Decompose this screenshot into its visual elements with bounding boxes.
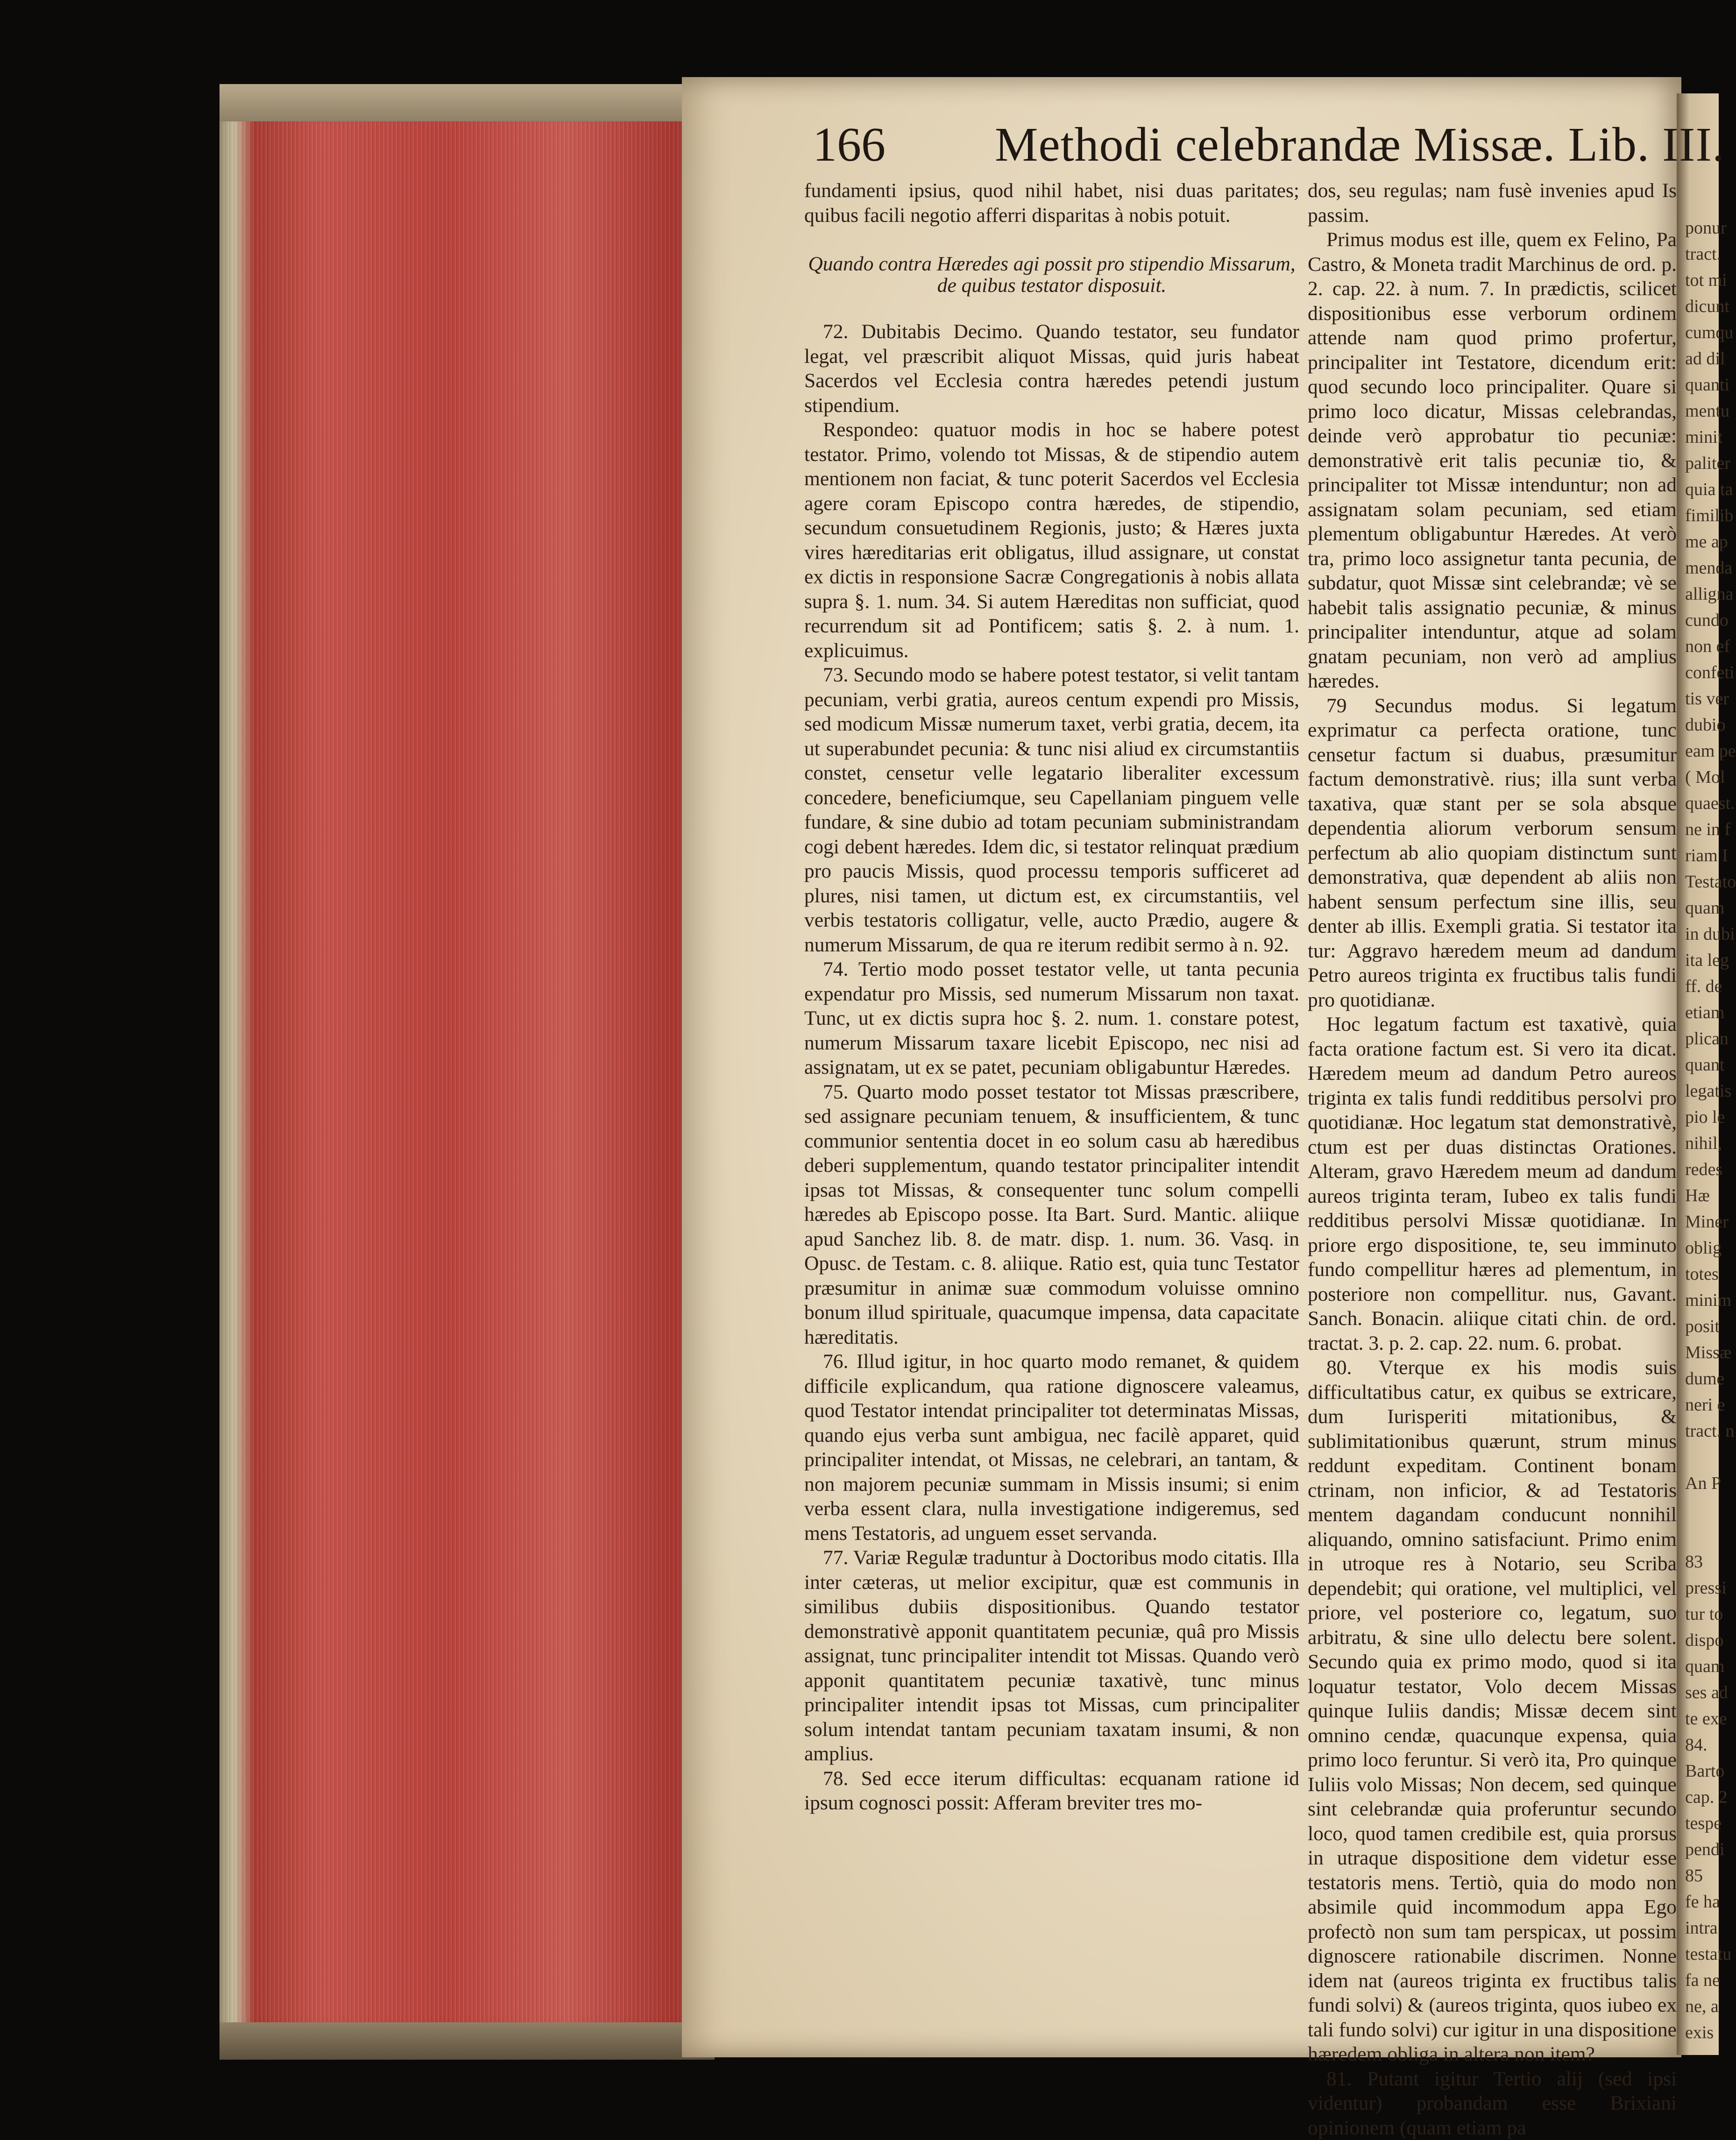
paragraph: 75. Quarto modo posset testator tot Missas præscribere, sed assignare pecuniam tenuem, & insufficientem, & tunc communior sententia docet in eo solum casu ab hæredibus deberi supplementum, quando testator principaliter intendit ipsas tot Missas, & consequenter tunc solum compelli hæredes ab Episcopo posse. Ita Bart. Surd. Mantic. aliique apud Sanchez lib. 8. de matr. disp. 1. num. 36. Vasq. in Opusc. de Testam. c. 8. aliique. Ratio est, quia tunc Testator præsumitur in animæ suæ commodum voluisse omnino bonum illud spirituale, quacumque impensa, data capacitate hæreditatis. <box>804 1080 1299 1350</box>
margin-fragment: dicunt <box>1685 293 1722 319</box>
margin-fragment: dume <box>1685 1366 1722 1392</box>
margin-fragment: tur to <box>1685 1601 1722 1627</box>
running-title: Methodi celebrandæ Missæ. Lib. III. <box>995 117 1725 172</box>
paragraph: 80. Vterque ex his modis suis difficultatibus catur, ex quibus se extricare, dum Iurisperiti mitationibus, & sublimitationibus quærunt, strum minus reddunt expeditam. Continent bonam ctrinam, non inficior, & ad Testatoris mentem dagandam conducunt nonnihil aliquando, omnino satisfaciunt. Primo enim in utroque res à Notario, seu Scriba dependebit; qui oratione, vel multiplici, vel priore, vel posteriore co, legatum, suo arbitratu, & sine ullo delectu bere solent. Secundo quia ex primo modo, quod si ita loquatur testator, Volo decem Missas quinque Iuliis dandis; Missæ decem sint omnino cendæ, quacunque expensa, quia primo loco feruntur. Si verò ita, Pro quinque Iuliis volo Missas; Non decem, sed quinque sint celebrandæ quia proferuntur secundo loco, quod tamen credibile est, quia prorsus in utraque dispositione dem videtur esse testatoris mens. Tertiò, quia do modo non absimile quid incommodum appa Ego profectò non sum tam perspicax, ut possim dignoscere rationabile discrimen. Nonne idem nat (aureos triginta ex fructibus talis fundi solvi) & (aureos triginta, quos iubeo ex tali fundo solvi) cur igitur in una dispositione hæredem obliga in altera non item? <box>1308 1355 1677 2067</box>
running-head <box>813 117 1663 177</box>
margin-fragment: in dubi <box>1685 921 1722 947</box>
paragraph: Hoc legatum factum est taxativè, quia facta oratione factum est. Si vero ita dicat. Hæredem meum ad dandum Petro aureos triginta ex talis fundi redditibus persolvi pro quotidianæ. Hoc legatum stat demonstrativè, ctum est per duas distinctas Orationes. Alteram, gravo Hæredem meum ad dandum aureos triginta teram, Iubeo ex talis fundi redditibus persolvi Missæ quotidianæ. In priore ergo dispositione, te, seu imminuto fundo compellitur hæres ad plementum, in posteriore non compellitur. nus, Gavant. Sanch. Bonacin. aliique citati chin. de ord. tractat. 3. p. 2. cap. 22. num. 6. probat. <box>1308 1012 1677 1355</box>
margin-fragment: nihil, <box>1685 1130 1722 1156</box>
margin-fragment <box>1685 1523 1722 1549</box>
paragraph: 76. Illud igitur, in hoc quarto modo remanet, & quidem difficile explicandum, qua ratione dignoscere valeamus, quod Testator intendat principaliter tot determinatas Missas, quando ejus verba sunt ambigua, nec facilè apparet, quid principaliter intendat, ot Missas, ne celebrari, an tantam, & non majorem pecuniæ summam in Missis insumi; si enim verba essent clara, nulla investigatione indigeremus, sed mens Testatoris, ad unguem esset servanda. <box>804 1349 1299 1545</box>
margin-fragment: Miner <box>1685 1209 1722 1235</box>
margin-fragment: pio le <box>1685 1104 1722 1130</box>
margin-fragment: redes <box>1685 1156 1722 1183</box>
paragraph: 81. Putant igitur Tertio alij (sed ipsi videntur) probandam esse Brixiani opinionem (quam etiam pa <box>1308 2067 1677 2140</box>
margin-fragment: minim <box>1685 1287 1722 1313</box>
margin-fragment: tis ver <box>1685 686 1722 712</box>
next-page-fragments <box>1685 215 1722 2046</box>
margin-fragment <box>1685 1444 1722 1470</box>
margin-fragment: ne, a <box>1685 1993 1722 2020</box>
margin-fragment: Hæ <box>1685 1183 1722 1209</box>
margin-fragment: ses ad <box>1685 1679 1722 1706</box>
margin-fragment: mentu <box>1685 398 1722 424</box>
margin-fragment: etiam <box>1685 999 1722 1026</box>
margin-fragment: quam <box>1685 1653 1722 1679</box>
margin-fragment: quant <box>1685 1052 1722 1078</box>
margin-fragment: me ap <box>1685 529 1722 555</box>
paragraph: 74. Tertio modo posset testator velle, ut tanta pecunia expendatur pro Missis, sed numerum Missarum non taxat. Tunc, ut ex dictis supra hoc §. 2. num. 1. constare potest, numerum Missarum taxare licebit Episcopo, nec nisi ad assignatam, ut ex se patet, pecuniam obligabuntur Hæredes. <box>804 957 1299 1080</box>
margin-fragment: exis <box>1685 2020 1722 2046</box>
margin-fragment: posit <box>1685 1313 1722 1339</box>
paragraph: Primus modus est ille, quem ex Felino, Pa Castro, & Moneta tradit Marchinus de ord. p. 2. cap. 22. à num. 7. In prædictis, scilicet dispositionibus esse verborum ordinem attende nam quod primo profertur, principaliter int Testatore, dicendum erit: quod secundo loco principaliter. Quare si primo loco dicatur, Missas celebrandas, deinde verò approbatur tio pecuniæ: demonstrativè erit talis pecuniæ tio, & principaliter tot Missæ intenduntur; non ad assignatam solam pecuniam, sed etiam plementum obligabuntur Hæredes. At verò tra, primo loco assignetur tanta pecunia, de subdatur, quot Missæ sint celebrandæ; vè se habebit talis assignatio pecuniæ, & minus principaliter intenduntur, atque ad solam gnatam pecuniam, non verò ad amplius hæredes. <box>1308 227 1677 694</box>
margin-fragment: Barto <box>1685 1758 1722 1784</box>
paragraph: 78. Sed ecce iterum difficultas: ecquanam ratione id ipsum cognosci possit: Afferam breviter tres mo- <box>804 1766 1299 1815</box>
margin-fragment: legatis <box>1685 1078 1722 1104</box>
margin-fragment: 83 <box>1685 1549 1722 1575</box>
margin-fragment: quaest. <box>1685 790 1722 816</box>
margin-fragment: oblig <box>1685 1235 1722 1261</box>
left-column <box>804 178 1299 1815</box>
margin-fragment: tract. n <box>1685 1418 1722 1444</box>
margin-fragment: testatu <box>1685 1941 1722 1967</box>
margin-fragment: ( Mol <box>1685 764 1722 790</box>
margin-fragment: non ef <box>1685 633 1722 659</box>
margin-fragment: cumqu <box>1685 319 1722 346</box>
margin-fragment: 84. <box>1685 1732 1722 1758</box>
margin-fragment: dubio <box>1685 712 1722 738</box>
margin-fragment: quia ta <box>1685 476 1722 503</box>
margin-fragment: neri e <box>1685 1392 1722 1418</box>
paragraph: Respondeo: quatuor modis in hoc se habere potest testator. Primo, volendo tot Missas, & de stipendio autem mentionem non faciat, & tunc poterit Sacerdos vel Ecclesia agere coram Episcopo contra hæredes, de stipendio, secundum consuetudinem Regionis, justo; & Hæres juxta vires hæreditarias erit obligatus, illud assignare, ut constat ex dictis in responsione Sacræ Congregationis à nobis allata supra §. 1. num. 34. Si autem Hæreditas non sufficiat, quod recurrendum sit ad Pontificem; satis §. 2. à num. 1. explicuimus. <box>804 418 1299 663</box>
margin-fragment: tespe <box>1685 1810 1722 1836</box>
book-cover-bottom <box>220 2022 715 2060</box>
margin-fragment: cap. 2 <box>1685 1784 1722 1810</box>
margin-fragment: totes <box>1685 1261 1722 1287</box>
margin-fragment: Testato <box>1685 869 1722 895</box>
margin-fragment: ita leg <box>1685 947 1722 973</box>
margin-fragment: alligna <box>1685 581 1722 607</box>
margin-fragment: te exe <box>1685 1706 1722 1732</box>
margin-fragment: confeti <box>1685 659 1722 686</box>
margin-fragment: menda <box>1685 555 1722 581</box>
margin-fragment: An P <box>1685 1470 1722 1496</box>
red-page-edges <box>220 103 715 2036</box>
margin-fragment: cundo <box>1685 607 1722 633</box>
margin-fragment: pendi <box>1685 1836 1722 1863</box>
right-column <box>1308 178 1677 2140</box>
margin-fragment: tract. <box>1685 241 1722 267</box>
margin-fragment: dispo <box>1685 1627 1722 1653</box>
margin-fragment: fimilib <box>1685 503 1722 529</box>
next-page-margin <box>1677 93 1719 2055</box>
margin-fragment: eam pe <box>1685 738 1722 764</box>
margin-fragment: quanti <box>1685 372 1722 398</box>
margin-fragment: tot mi <box>1685 267 1722 293</box>
margin-fragment: plican <box>1685 1026 1722 1052</box>
margin-fragment: ponur <box>1685 215 1722 241</box>
margin-fragment: riam I <box>1685 843 1722 869</box>
margin-fragment: minit <box>1685 424 1722 450</box>
margin-fragment: ad dil <box>1685 346 1722 372</box>
page-number: 166 <box>813 117 886 172</box>
margin-fragment: pressi <box>1685 1575 1722 1601</box>
margin-fragment: ff. de <box>1685 973 1722 999</box>
margin-fragment: quam <box>1685 895 1722 921</box>
paragraph: dos, seu regulas; nam fusè invenies apud Is passim. <box>1308 178 1677 227</box>
margin-fragment <box>1685 1496 1722 1523</box>
book-cover-top <box>220 84 715 121</box>
margin-fragment: fa ne <box>1685 1967 1722 1993</box>
margin-fragment: fe ha <box>1685 1889 1722 1915</box>
margin-fragment: ne in f <box>1685 816 1722 843</box>
paragraph: 77. Variæ Regulæ traduntur à Doctoribus modo citatis. Illa inter cæteras, ut melior excipitur, quæ est communis in similibus dubiis dispositionibus. Quando testator demonstrativè apponit quantitatem pecuniæ, quâ pro Missis assignat, tunc principaliter intendit tot Missas. Quando verò apponit quantitatem pecuniæ taxativè, tunc minus principaliter intendit ipsas tot Missas, cum principaliter solum intendat tantam pecuniam taxatam insumi, & non amplius. <box>804 1545 1299 1766</box>
paragraph: fundamenti ipsius, quod nihil habet, nisi duas paritates; quibus facili negotio afferri disparitas à nobis potuit. <box>804 178 1299 227</box>
section-heading: Quando contra Hæredes agi possit pro stipendio Missarum, de quibus testator disposuit. <box>804 253 1299 296</box>
margin-fragment: paliter <box>1685 450 1722 476</box>
paragraph: 72. Dubitabis Decimo. Quando testator, seu fundator legat, vel præscribit aliquot Missas, quid juris habeat Sacerdos vel Ecclesia contra hæredes petendi justum stipendium. <box>804 319 1299 418</box>
paragraph: 79 Secundus modus. Si legatum exprimatur ca perfecta oratione, tunc censetur factum si duabus, præsumitur factum demonstrativè. rius; illa sunt verba taxativa, quæ stant per se sola absque dependentia aliorum verborum sensum perfectum ab alio quopiam distinctum sunt demonstrativa, quæ dependent ab aliis non habent sensum perfectum sine illis, seu denter ab illis. Exempli gratia. Si testator ita tur: Aggravo hæredem meum ad dandum Petro aureos triginta ex fructibus talis fundi pro quotidianæ. <box>1308 694 1677 1013</box>
margin-fragment: Missæ <box>1685 1339 1722 1366</box>
margin-fragment: 85 <box>1685 1863 1722 1889</box>
margin-fragment: intra <box>1685 1915 1722 1941</box>
paragraph: 73. Secundo modo se habere potest testator, si velit tantam pecuniam, verbi gratia, aureos centum expendi pro Missis, sed modicum Missæ numerum taxet, verbi gratia, decem, ita ut superabundet pecunia: & tunc nisi aliud ex circumstantiis constet, censetur velle legatario liberaliter excessum concedere, beneficiumque, seu Capellaniam pinguem velle fundare, & sine dubio ad totam pecuniam subministrandam cogi debent hæredes. Idem dic, si testator relinquat prædium pro paucis Missis, quod processu temporis sufficeret ad plures, nisi tamen, ut dictum est, ex circumstantiis, vel verbis testatoris colligatur, velle, aucto Prædio, augere & numerum Missarum, de qua re iterum redibit sermo à n. 92. <box>804 663 1299 957</box>
